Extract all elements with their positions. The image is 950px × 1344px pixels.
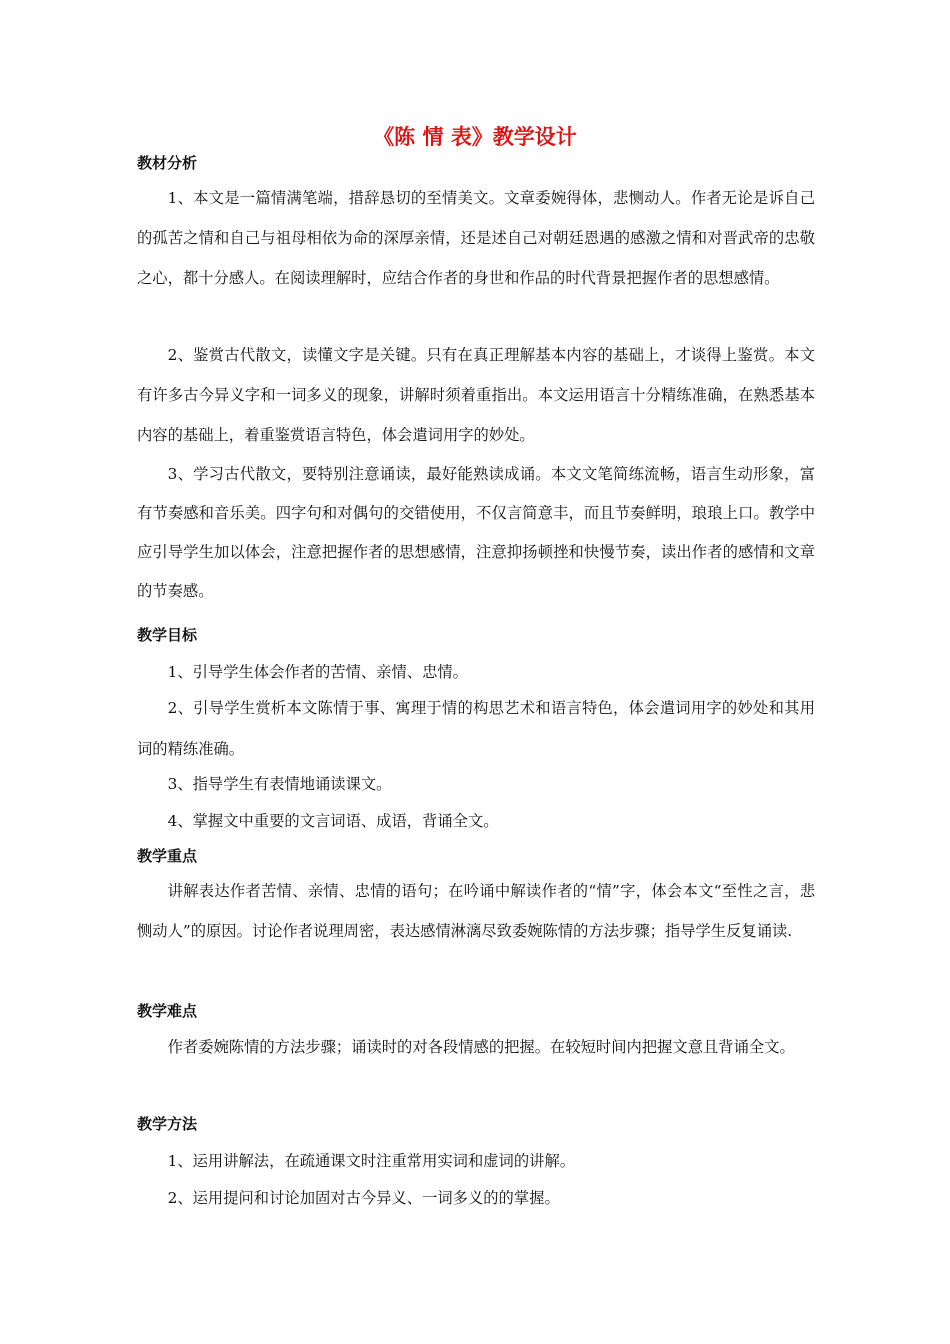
- analysis-paragraph-2: 2、鉴赏古代散文，读懂文字是关键。只有在真正理解基本内容的基础上，才谈得上鉴赏。本文有许多古今异义字和一词多义的现象，讲解时须着重指出。本文运用语言十分精练准确，在熟悉基本内容的基础上，着重鉴赏语言特色，体会遣词用字的妙处。: [137, 346, 815, 444]
- goal-item-4: 4、掌握文中重要的文言词语、成语，背诵全文。: [167, 812, 499, 830]
- heading-difficulty: 教学难点: [137, 1002, 198, 1020]
- heading-methods: 教学方法: [137, 1115, 198, 1133]
- goal-item-3: 3、指导学生有表情地诵读课文。: [167, 775, 392, 793]
- focus-paragraph: 讲解表达作者苦情、亲情、忠情的语句；在吟诵中解读作者的“情”字，体会本文“至性之言，悲恻动人”的原因。讨论作者说理周密，表达感情淋漓尽致委婉陈情的方法步骤；指导学生反复诵读.: [137, 882, 815, 940]
- heading-goals: 教学目标: [137, 626, 198, 644]
- difficulty-paragraph: 作者委婉陈情的方法步骤；诵读时的对各段情感的把握。在较短时间内把握文意且背诵全文。: [167, 1038, 795, 1056]
- document-title: 《陈 情 表》教学设计: [373, 125, 577, 149]
- method-item-2: 2、运用提问和讨论加固对古今异义、一词多义的的掌握。: [167, 1189, 560, 1207]
- goal-item-2: 2、引导学生赏析本文陈情于事、寓理于情的构思艺术和语言特色，体会遣词用字的妙处和其用词的精练准确。: [137, 699, 815, 758]
- method-item-1: 1、运用讲解法，在疏通课文时注重常用实词和虚词的讲解。: [167, 1152, 576, 1170]
- analysis-paragraph-1: 1、本文是一篇情满笔端，措辞恳切的至情美文。文章委婉得体，悲恻动人。作者无论是诉自己的孤苦之情和自己与祖母相依为命的深厚亲情，还是述自己对朝廷恩遇的感激之情和对晋武帝的忠敬之心，都十分感人。在阅读理解时，应结合作者的身世和作品的时代背景把握作者的思想感情。: [137, 189, 815, 287]
- goal-item-1: 1、引导学生体会作者的苦情、亲情、忠情。: [167, 663, 468, 681]
- analysis-paragraph-3: 3、学习古代散文，要特别注意诵读，最好能熟读成诵。本文文笔简练流畅，语言生动形象，富有节奏感和音乐美。四字句和对偶句的交错使用，不仅言简意丰，而且节奏鲜明，琅琅上口。教学中应引导学生加以体会，注意把握作者的思想感情，注意抑扬顿挫和快慢节奏，读出作者的感情和文章的节奏感。: [137, 465, 815, 600]
- heading-focus: 教学重点: [137, 847, 198, 865]
- heading-analysis: 教材分析: [137, 154, 198, 172]
